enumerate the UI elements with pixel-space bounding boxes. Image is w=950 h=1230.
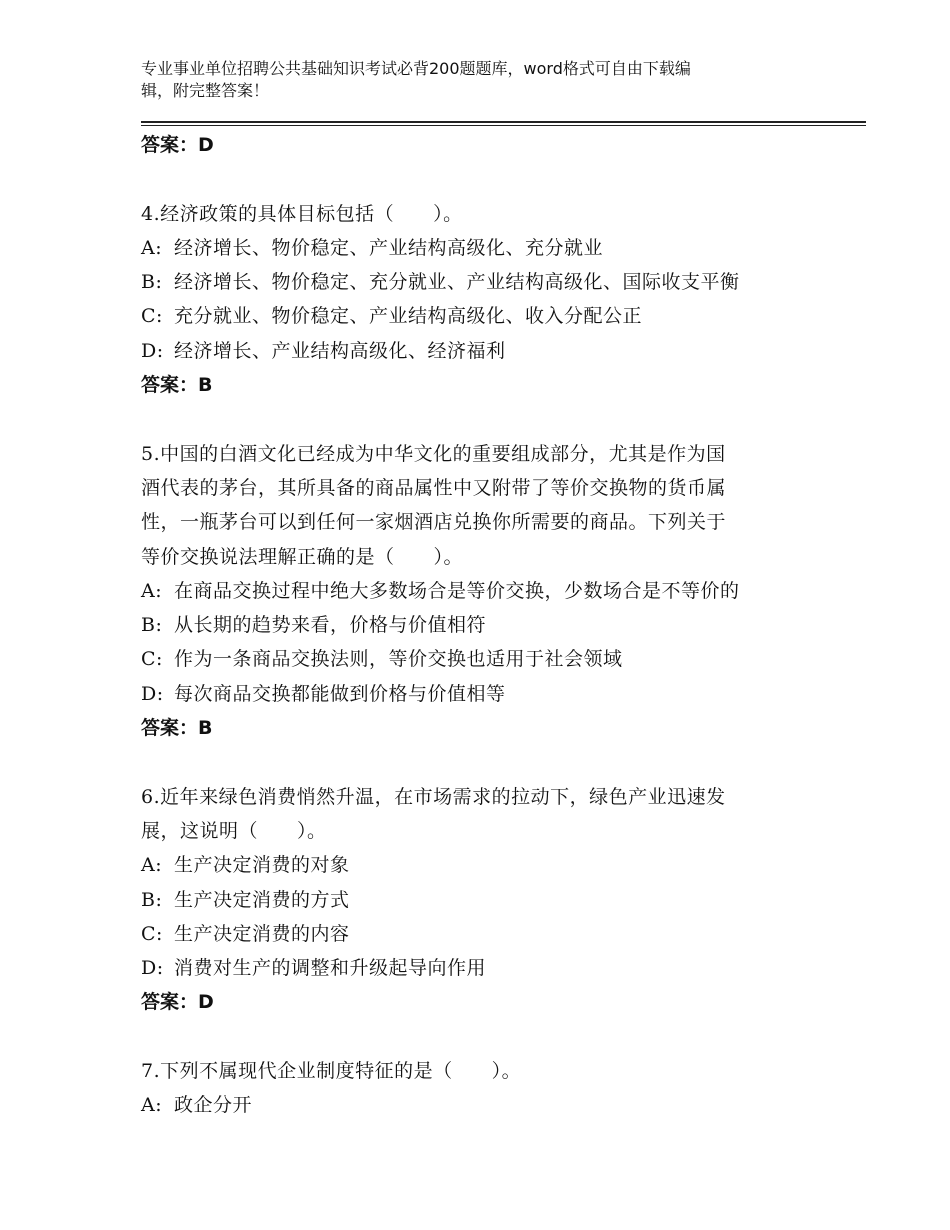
spacer bbox=[141, 162, 841, 196]
answer-option bbox=[141, 608, 841, 642]
option-text: 经济增长、物价稳定、产业结构高级化、充分就业 bbox=[174, 236, 604, 259]
option-letter: A: bbox=[141, 579, 163, 602]
option-letter: A: bbox=[141, 1094, 163, 1117]
header-divider bbox=[141, 121, 866, 126]
question-block bbox=[141, 197, 841, 437]
option-letter: D: bbox=[141, 957, 164, 980]
option-letter: D: bbox=[141, 339, 164, 362]
question-block bbox=[141, 780, 841, 1054]
option-letter: B: bbox=[141, 888, 163, 911]
answer-option bbox=[141, 299, 841, 333]
document-body bbox=[141, 128, 841, 1123]
question-stem-line: 酒代表的茅台，其所具备的商品属性中又附带了等价交换物的货币属 bbox=[141, 476, 727, 499]
option-text: 经济增长、物价稳定、充分就业、产业结构高级化、国际收支平衡 bbox=[174, 271, 740, 294]
answer-line: 答案：D bbox=[141, 991, 214, 1014]
questions-container bbox=[141, 197, 841, 1123]
option-letter: D: bbox=[141, 682, 164, 705]
question-stem-line: 展，这说明（ ）。 bbox=[141, 819, 327, 842]
previous-answer: 答案：D bbox=[141, 134, 214, 156]
page-header bbox=[141, 58, 821, 102]
question-stem-line: 6.近年来绿色消费悄然升温，在市场需求的拉动下，绿色产业迅速发 bbox=[141, 785, 726, 808]
option-letter: B: bbox=[141, 614, 163, 637]
option-letter: C: bbox=[141, 648, 163, 671]
answer-line: 答案：B bbox=[141, 374, 213, 397]
answer-option bbox=[141, 917, 841, 951]
answer-option bbox=[141, 231, 841, 265]
option-text: 作为一条商品交换法则，等价交换也适用于社会领域 bbox=[174, 648, 623, 671]
option-letter: B: bbox=[141, 271, 163, 294]
option-letter: C: bbox=[141, 305, 163, 328]
option-text: 生产决定消费的内容 bbox=[174, 922, 350, 945]
spacer bbox=[141, 745, 841, 779]
answer-option bbox=[141, 883, 841, 917]
header-line-1: 专业事业单位招聘公共基础知识考试必背200题题库，word格式可自由下载编 bbox=[141, 59, 691, 78]
answer-option bbox=[141, 334, 841, 368]
answer-option bbox=[141, 265, 841, 299]
question-stem-line: 4.经济政策的具体目标包括（ ）。 bbox=[141, 202, 463, 225]
question-stem-line: 性，一瓶茅台可以到任何一家烟酒店兑换你所需要的商品。下列关于 bbox=[141, 511, 727, 534]
spacer bbox=[141, 402, 841, 436]
option-text: 每次商品交换都能做到价格与价值相等 bbox=[174, 682, 506, 705]
answer-option bbox=[141, 574, 841, 608]
question-block bbox=[141, 1054, 841, 1123]
answer-option bbox=[141, 848, 841, 882]
spacer bbox=[141, 1020, 841, 1054]
option-text: 生产决定消费的方式 bbox=[174, 888, 350, 911]
answer-option bbox=[141, 1088, 841, 1122]
option-letter: C: bbox=[141, 922, 163, 945]
option-text: 从长期的趋势来看，价格与价值相符 bbox=[174, 614, 487, 637]
option-text: 在商品交换过程中绝大多数场合是等价交换，少数场合是不等价的 bbox=[174, 579, 740, 602]
option-letter: A: bbox=[141, 854, 163, 877]
answer-option bbox=[141, 951, 841, 985]
option-text: 消费对生产的调整和升级起导向作用 bbox=[174, 957, 487, 980]
option-text: 政企分开 bbox=[174, 1094, 253, 1117]
option-text: 充分就业、物价稳定、产业结构高级化、收入分配公正 bbox=[174, 305, 643, 328]
question-block bbox=[141, 437, 841, 780]
answer-option bbox=[141, 642, 841, 676]
option-text: 经济增长、产业结构高级化、经济福利 bbox=[174, 339, 506, 362]
option-letter: A: bbox=[141, 236, 163, 259]
answer-option bbox=[141, 677, 841, 711]
option-text: 生产决定消费的对象 bbox=[174, 854, 350, 877]
question-stem-line: 等价交换说法理解正确的是（ ）。 bbox=[141, 545, 464, 568]
question-stem-line: 7.下列不属现代企业制度特征的是（ ）。 bbox=[141, 1060, 522, 1083]
header-line-2: 辑，附完整答案！ bbox=[141, 81, 270, 100]
question-stem-line: 5.中国的白酒文化已经成为中华文化的重要组成部分，尤其是作为国 bbox=[141, 442, 726, 465]
answer-line: 答案：B bbox=[141, 717, 213, 740]
